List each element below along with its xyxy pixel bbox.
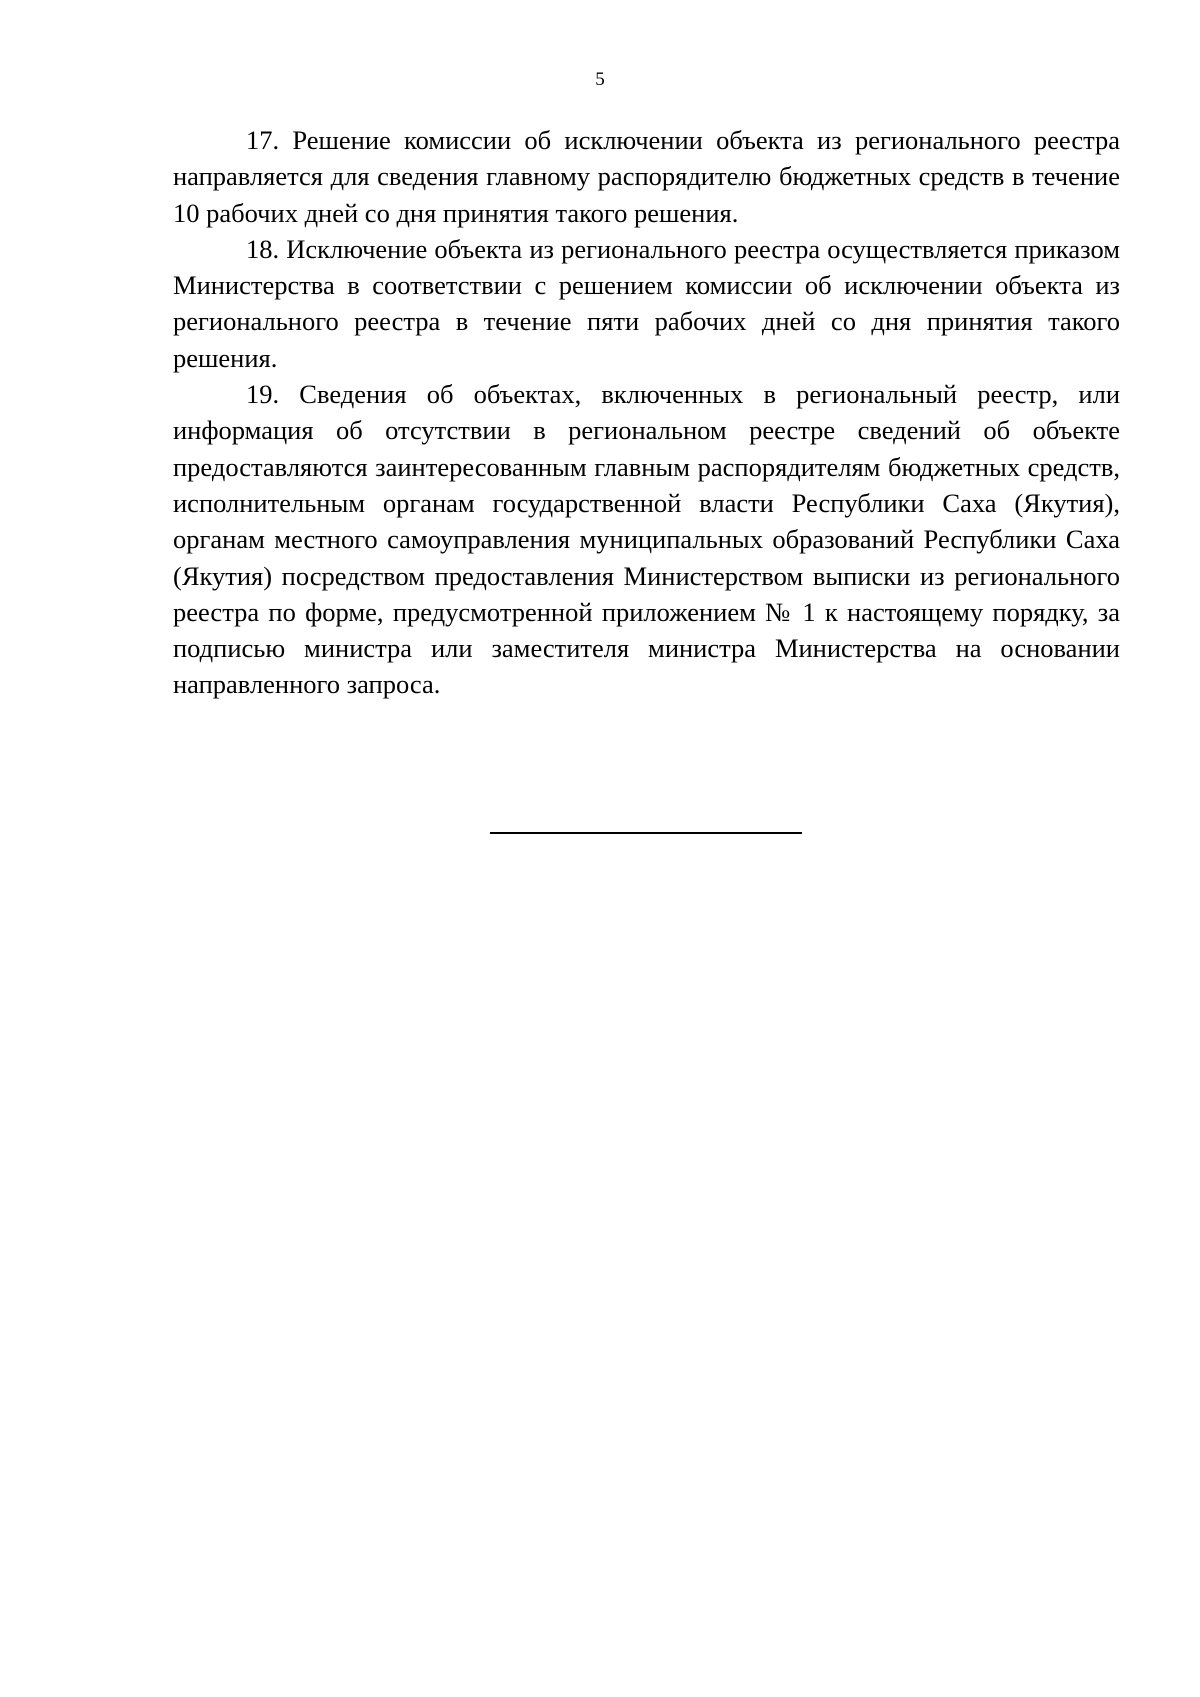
paragraph-19: 19. Сведения об объектах, включенных в региональный реестр, или информация об отсутствии в региональном реестре сведений об объекте предоставляются заинтересованным главным распорядителям бюджетных средств, исполнительным органам государственной власти Республики Саха (Якутия), органам местного самоуправления муниципальных образований Республики Саха (Якутия) посредством предоставления Министерством выписки из регионального реестра по форме, предусмотренной приложением № 1 к настоящему порядку, за подписью министра или заместителя министра Министерства на основании направленного запроса. — [173, 379, 1120, 700]
paragraph-18: 18. Исключение объекта из регионального реестра осуществляется приказом Министерства в соответствии с решением комиссии об исключении объекта из регионального реестра в течение пяти рабочих дней со дня принятия такого решения. — [173, 233, 1120, 373]
end-divider-line — [490, 832, 802, 834]
paragraph-17: 17. Решение комиссии об исключении объекта из регионального реестра направляется для сведения главному распорядителю бюджетных средств в течение 10 рабочих дней со дня принятия такого решения. — [173, 125, 1120, 228]
document-body — [173, 122, 1120, 703]
page-number: 5 — [595, 69, 605, 90]
